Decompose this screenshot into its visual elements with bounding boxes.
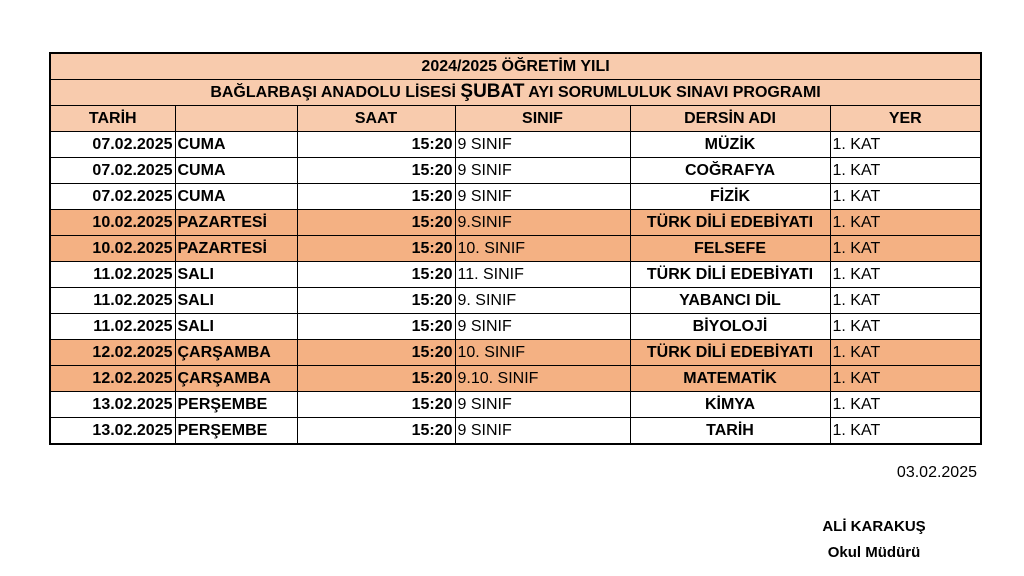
cell-day: ÇARŞAMBA: [175, 340, 297, 366]
cell-day: CUMA: [175, 184, 297, 210]
table-row: [50, 392, 981, 418]
cell-time: 15:20: [297, 418, 455, 445]
cell-class: 9 SINIF: [455, 314, 630, 340]
cell-place: 1. KAT: [830, 262, 981, 288]
cell-place: 1. KAT: [830, 314, 981, 340]
subtitle-row: [50, 80, 981, 106]
subtitle-program: AYI SORUMLULUK SINAVI PROGRAMI: [524, 84, 821, 101]
cell-date: 07.02.2025: [50, 132, 175, 158]
title-row: [50, 53, 981, 80]
cell-class: 9 SINIF: [455, 132, 630, 158]
cell-time: 15:20: [297, 184, 455, 210]
cell-class: 9 SINIF: [455, 418, 630, 445]
cell-date: 12.02.2025: [50, 366, 175, 392]
column-header-class: SINIF: [455, 106, 630, 132]
table-row: [50, 340, 981, 366]
subtitle-school: BAĞLARBAŞI ANADOLU LİSESİ: [210, 84, 461, 101]
page-subtitle: [50, 80, 981, 106]
cell-date: 12.02.2025: [50, 340, 175, 366]
cell-date: 07.02.2025: [50, 184, 175, 210]
cell-class: 11. SINIF: [455, 262, 630, 288]
cell-day: PAZARTESİ: [175, 210, 297, 236]
cell-time: 15:20: [297, 340, 455, 366]
cell-date: 10.02.2025: [50, 210, 175, 236]
cell-lesson: TÜRK DİLİ EDEBİYATI: [630, 210, 830, 236]
cell-time: 15:20: [297, 210, 455, 236]
cell-date: 11.02.2025: [50, 288, 175, 314]
cell-lesson: FİZİK: [630, 184, 830, 210]
table-row: [50, 262, 981, 288]
cell-place: 1. KAT: [830, 288, 981, 314]
cell-day: PAZARTESİ: [175, 236, 297, 262]
cell-lesson: TÜRK DİLİ EDEBİYATI: [630, 262, 830, 288]
table-row: [50, 288, 981, 314]
table-row: [50, 366, 981, 392]
cell-place: 1. KAT: [830, 132, 981, 158]
cell-place: 1. KAT: [830, 236, 981, 262]
column-header-day: [175, 106, 297, 132]
cell-date: 13.02.2025: [50, 418, 175, 445]
cell-class: 9 SINIF: [455, 158, 630, 184]
column-header-time: SAAT: [297, 106, 455, 132]
column-header-date: TARİH: [50, 106, 175, 132]
cell-class: 9.10. SINIF: [455, 366, 630, 392]
cell-time: 15:20: [297, 132, 455, 158]
cell-place: 1. KAT: [830, 392, 981, 418]
column-header-lesson: DERSİN ADI: [630, 106, 830, 132]
cell-lesson: FELSEFE: [630, 236, 830, 262]
cell-day: CUMA: [175, 158, 297, 184]
cell-class: 10. SINIF: [455, 236, 630, 262]
cell-lesson: TARİH: [630, 418, 830, 445]
cell-day: PERŞEMBE: [175, 418, 297, 445]
cell-date: 11.02.2025: [50, 314, 175, 340]
column-header-row: [50, 106, 981, 132]
cell-class: 9 SINIF: [455, 392, 630, 418]
page-title: 2024/2025 ÖĞRETİM YILI: [50, 53, 981, 80]
cell-day: ÇARŞAMBA: [175, 366, 297, 392]
table-row: [50, 210, 981, 236]
table-row: [50, 132, 981, 158]
cell-place: 1. KAT: [830, 158, 981, 184]
table-row: [50, 184, 981, 210]
cell-time: 15:20: [297, 236, 455, 262]
cell-date: 13.02.2025: [50, 392, 175, 418]
cell-day: CUMA: [175, 132, 297, 158]
cell-class: 10. SINIF: [455, 340, 630, 366]
table-row: [50, 236, 981, 262]
cell-lesson: COĞRAFYA: [630, 158, 830, 184]
cell-lesson: YABANCI DİL: [630, 288, 830, 314]
cell-class: 9 SINIF: [455, 184, 630, 210]
document-date: 03.02.2025: [896, 464, 977, 481]
column-header-place: YER: [830, 106, 981, 132]
cell-place: 1. KAT: [830, 418, 981, 445]
cell-time: 15:20: [297, 288, 455, 314]
cell-lesson: MATEMATİK: [630, 366, 830, 392]
subtitle-month: ŞUBAT: [460, 81, 525, 102]
cell-class: 9. SINIF: [455, 288, 630, 314]
signature-block: [780, 514, 968, 566]
cell-place: 1. KAT: [830, 184, 981, 210]
schedule-table: [49, 52, 982, 445]
cell-day: SALI: [175, 288, 297, 314]
signature-role: Okul Müdürü: [827, 544, 921, 561]
signature-name: ALİ KARAKUŞ: [822, 518, 926, 535]
cell-place: 1. KAT: [830, 210, 981, 236]
cell-date: 11.02.2025: [50, 262, 175, 288]
cell-place: 1. KAT: [830, 340, 981, 366]
cell-date: 10.02.2025: [50, 236, 175, 262]
cell-day: PERŞEMBE: [175, 392, 297, 418]
cell-date: 07.02.2025: [50, 158, 175, 184]
table-row: [50, 158, 981, 184]
schedule-body: [50, 132, 981, 445]
cell-time: 15:20: [297, 392, 455, 418]
cell-lesson: BİYOLOJİ: [630, 314, 830, 340]
cell-lesson: MÜZİK: [630, 132, 830, 158]
cell-place: 1. KAT: [830, 366, 981, 392]
cell-time: 15:20: [297, 314, 455, 340]
cell-time: 15:20: [297, 262, 455, 288]
cell-day: SALI: [175, 314, 297, 340]
cell-time: 15:20: [297, 366, 455, 392]
cell-lesson: KİMYA: [630, 392, 830, 418]
table-row: [50, 314, 981, 340]
cell-class: 9.SINIF: [455, 210, 630, 236]
table-row: [50, 418, 981, 445]
exam-schedule: [49, 52, 980, 445]
cell-lesson: TÜRK DİLİ EDEBİYATI: [630, 340, 830, 366]
cell-day: SALI: [175, 262, 297, 288]
cell-time: 15:20: [297, 158, 455, 184]
